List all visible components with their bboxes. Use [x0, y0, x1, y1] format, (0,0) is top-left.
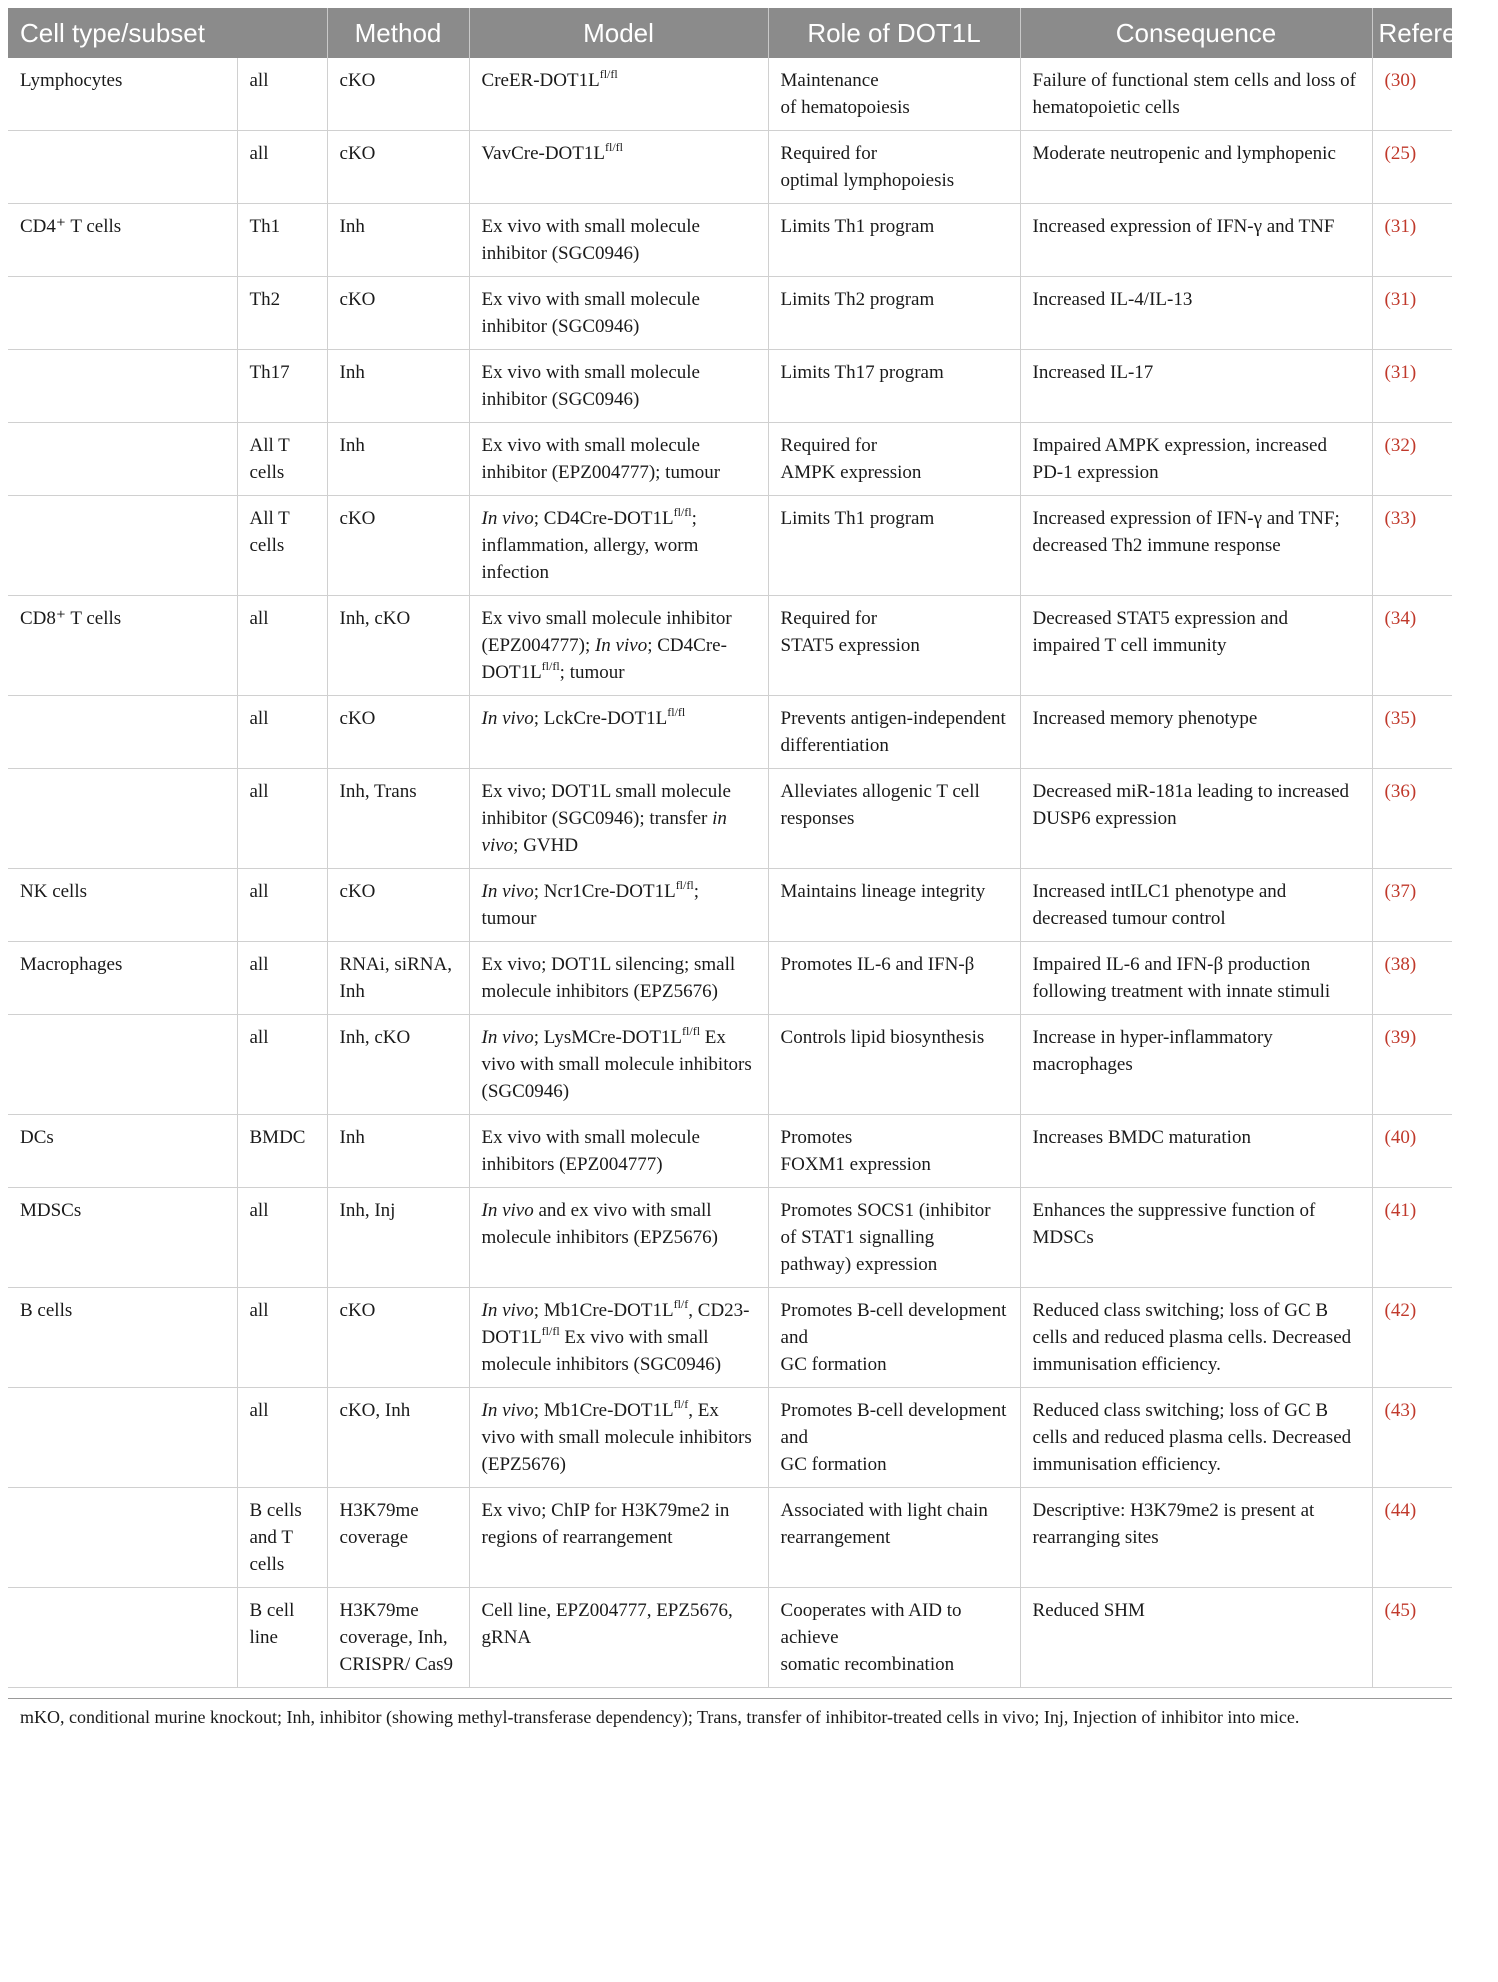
- table-row: [8, 1488, 1452, 1588]
- model-text: Ex vivo with small molecule inhibitors (SGC0946): [481, 1027, 752, 1102]
- reference-link[interactable]: 32: [1390, 435, 1410, 456]
- reference-wrapper: (30): [1384, 70, 1417, 91]
- consequence: Impaired IL-6 and IFN-β production following treatment with innate stimuli: [1020, 942, 1372, 1015]
- cell-type: NK cells: [8, 869, 237, 942]
- method: cKO: [327, 58, 469, 131]
- role-line: Required for: [780, 608, 878, 629]
- consequence: Moderate neutropenic and lymphopenic: [1020, 131, 1372, 204]
- method: cKO: [327, 869, 469, 942]
- reference: [1372, 696, 1452, 769]
- cell-type: Lymphocytes: [8, 58, 237, 131]
- table-row: [8, 1288, 1452, 1388]
- consequence: Increased intILC1 phenotype and decreased tumour control: [1020, 869, 1372, 942]
- role-line: AMPK expression: [780, 462, 922, 483]
- method: H3K79me coverage: [327, 1488, 469, 1588]
- model-text: ; Ncr1Cre-DOT1L: [533, 881, 676, 902]
- model-italic-text: In vivo: [481, 881, 534, 902]
- reference-wrapper: (43): [1384, 1400, 1417, 1421]
- reference-link[interactable]: 43: [1390, 1400, 1410, 1421]
- consequence: Impaired AMPK expression, increased PD-1 expression: [1020, 423, 1372, 496]
- table-row: [8, 769, 1452, 869]
- model-italic-text: In vivo: [594, 635, 648, 656]
- table-row: [8, 696, 1452, 769]
- model-text: Ex vivo with small molecule inhibitors (SGC0946): [481, 1327, 722, 1375]
- model-text: ; CD4Cre-DOT1L: [481, 635, 727, 683]
- reference: [1372, 596, 1452, 696]
- cell-type: [8, 277, 237, 350]
- consequence: Increased memory phenotype: [1020, 696, 1372, 769]
- model-text: CreER-DOT1L: [481, 70, 600, 91]
- cell-type: [8, 350, 237, 423]
- table-container: [8, 8, 1498, 1728]
- consequence: Increased IL-4/IL-13: [1020, 277, 1372, 350]
- method: cKO: [327, 1288, 469, 1388]
- reference-link[interactable]: 37: [1390, 881, 1410, 902]
- subset: all: [237, 942, 327, 1015]
- subset: all: [237, 58, 327, 131]
- reference: [1372, 277, 1452, 350]
- reference: [1372, 58, 1452, 131]
- model-superscript: fl/fl: [675, 878, 694, 892]
- consequence: Reduced SHM: [1020, 1588, 1372, 1688]
- role-line: Limits Th2 program: [780, 289, 935, 310]
- subset: all: [237, 596, 327, 696]
- reference: [1372, 869, 1452, 942]
- table-row: [8, 496, 1452, 596]
- reference-link[interactable]: 42: [1390, 1300, 1410, 1321]
- role-line: Alleviates allogenic T cell responses: [780, 781, 980, 829]
- cell-type: MDSCs: [8, 1188, 237, 1288]
- model-italic-text: In vivo: [481, 1200, 534, 1221]
- model-text: Ex vivo; DOT1L small molecule inhibitor (SGC0946); transfer: [481, 781, 731, 829]
- role: [768, 131, 1020, 204]
- role: [768, 596, 1020, 696]
- model-superscript: fl/fl: [673, 505, 692, 519]
- model-text: ; Mb1Cre-DOT1L: [533, 1300, 674, 1321]
- reference: [1372, 1015, 1452, 1115]
- reference-wrapper: (37): [1384, 881, 1417, 902]
- reference-link[interactable]: 36: [1390, 781, 1410, 802]
- header-model: Model: [469, 8, 768, 58]
- table-row: [8, 942, 1452, 1015]
- consequence: Decreased miR-181a leading to increased DUSP6 expression: [1020, 769, 1372, 869]
- subset: Th2: [237, 277, 327, 350]
- table-row: [8, 131, 1452, 204]
- cell-type: [8, 1015, 237, 1115]
- model-text: ; tumour: [481, 881, 699, 929]
- cell-type: [8, 769, 237, 869]
- model-text: ; LckCre-DOT1L: [533, 708, 668, 729]
- table-row: [8, 869, 1452, 942]
- cell-type: [8, 1488, 237, 1588]
- consequence: Increased expression of IFN-γ and TNF; decreased Th2 immune response: [1020, 496, 1372, 596]
- model-italic-text: In vivo: [481, 708, 534, 729]
- method: Inh, cKO: [327, 1015, 469, 1115]
- cell-type: [8, 696, 237, 769]
- subset: all: [237, 1288, 327, 1388]
- model-text: ; LysMCre-DOT1L: [533, 1027, 683, 1048]
- model-text: Ex vivo with small molecule inhibitor (SGC0946): [481, 216, 700, 264]
- model-superscript: fl/fl: [604, 140, 623, 154]
- role-line: of hematopoiesis: [780, 97, 910, 118]
- reference: [1372, 204, 1452, 277]
- reference-wrapper: (31): [1384, 362, 1417, 383]
- role-line: GC formation: [780, 1454, 887, 1475]
- role-line: Promotes: [780, 1127, 853, 1148]
- method: Inh: [327, 204, 469, 277]
- consequence: Decreased STAT5 expression and impaired T cell immunity: [1020, 596, 1372, 696]
- reference-link[interactable]: 35: [1390, 708, 1410, 729]
- reference: [1372, 1488, 1452, 1588]
- role: [768, 496, 1020, 596]
- model-text: ; inflammation, allergy, worm infection: [481, 508, 699, 583]
- header-method: Method: [327, 8, 469, 58]
- role: [768, 942, 1020, 1015]
- cell-type: CD8⁺ T cells: [8, 596, 237, 696]
- model: [469, 58, 768, 131]
- reference: [1372, 496, 1452, 596]
- table-row: [8, 1388, 1452, 1488]
- model-superscript: fl/fl: [599, 67, 618, 81]
- model: [469, 1288, 768, 1388]
- reference: [1372, 1288, 1452, 1388]
- subset: B cells and T cells: [237, 1488, 327, 1588]
- method: Inh: [327, 423, 469, 496]
- model: [469, 1015, 768, 1115]
- cell-type: [8, 496, 237, 596]
- subset: Th17: [237, 350, 327, 423]
- header-row: [8, 8, 1452, 58]
- method: Inh, Trans: [327, 769, 469, 869]
- cell-type: Macrophages: [8, 942, 237, 1015]
- table-footnote: mKO, conditional murine knockout; Inh, inhibitor (showing methyl-transferase dependency); Trans, transfer of inhibitor-treated cells in vivo; Inj, Injection of inhibitor into mice.: [8, 1698, 1452, 1728]
- model-text: VavCre-DOT1L: [481, 143, 605, 164]
- role: [768, 1388, 1020, 1488]
- cell-type: CD4⁺ T cells: [8, 204, 237, 277]
- method: Inh: [327, 350, 469, 423]
- subset: All T cells: [237, 496, 327, 596]
- method: RNAi, siRNA, Inh: [327, 942, 469, 1015]
- model: [469, 277, 768, 350]
- reference-wrapper: (45): [1384, 1600, 1417, 1621]
- model: [469, 869, 768, 942]
- model-text: , Ex vivo with small molecule inhibitors (EPZ5676): [481, 1400, 752, 1475]
- table-row: [8, 1015, 1452, 1115]
- method: cKO: [327, 696, 469, 769]
- reference: [1372, 1588, 1452, 1688]
- dot1l-table: [8, 8, 1498, 1688]
- role: [768, 277, 1020, 350]
- role-line: Limits Th17 program: [780, 362, 944, 383]
- cell-type: [8, 1388, 237, 1488]
- reference: [1372, 769, 1452, 869]
- model: [469, 204, 768, 277]
- reference: [1372, 423, 1452, 496]
- table-row: [8, 1188, 1452, 1288]
- table-row: [8, 58, 1452, 131]
- model: [469, 1115, 768, 1188]
- model-italic-text: In vivo: [481, 1027, 534, 1048]
- method: H3K79me coverage, Inh, CRISPR/ Cas9: [327, 1588, 469, 1688]
- role-line: Required for: [780, 143, 878, 164]
- role: [768, 1488, 1020, 1588]
- reference-link[interactable]: 31: [1390, 289, 1410, 310]
- model-text: Ex vivo with small molecule inhibitor (EPZ004777); tumour: [481, 435, 721, 483]
- consequence: Increased expression of IFN-γ and TNF: [1020, 204, 1372, 277]
- model-text: and ex vivo with small molecule inhibitors (EPZ5676): [481, 1200, 718, 1248]
- role-line: Controls lipid biosynthesis: [780, 1027, 985, 1048]
- role-line: Limits Th1 program: [780, 216, 935, 237]
- consequence: Enhances the suppressive function of MDSCs: [1020, 1188, 1372, 1288]
- reference-wrapper: (40): [1384, 1127, 1417, 1148]
- subset: all: [237, 131, 327, 204]
- cell-type: B cells: [8, 1288, 237, 1388]
- subset: all: [237, 1015, 327, 1115]
- table-row: [8, 204, 1452, 277]
- model: [469, 1588, 768, 1688]
- reference: [1372, 131, 1452, 204]
- model: [469, 1388, 768, 1488]
- header-consequence: Consequence: [1020, 8, 1372, 58]
- cell-type: [8, 131, 237, 204]
- table-row: [8, 277, 1452, 350]
- subset: BMDC: [237, 1115, 327, 1188]
- reference: [1372, 942, 1452, 1015]
- table-body: [8, 58, 1452, 1688]
- subset: all: [237, 696, 327, 769]
- reference-wrapper: (32): [1384, 435, 1417, 456]
- reference-wrapper: (44): [1384, 1500, 1417, 1521]
- header-reference: Reference: [1372, 8, 1452, 58]
- method: Inh, cKO: [327, 596, 469, 696]
- table-row: [8, 596, 1452, 696]
- model-text: ; GVHD: [513, 835, 579, 856]
- reference-wrapper: (36): [1384, 781, 1417, 802]
- method: cKO, Inh: [327, 1388, 469, 1488]
- role: [768, 869, 1020, 942]
- model-superscript: fl/fl: [541, 1324, 560, 1338]
- role-line: GC formation: [780, 1354, 887, 1375]
- consequence: Descriptive: H3K79me2 is present at rearranging sites: [1020, 1488, 1372, 1588]
- model: [469, 131, 768, 204]
- reference-wrapper: (41): [1384, 1200, 1417, 1221]
- model-text: Cell line, EPZ004777, EPZ5676, gRNA: [481, 1600, 733, 1648]
- role-line: pathway) expression: [780, 1254, 938, 1275]
- model: [469, 423, 768, 496]
- role: [768, 423, 1020, 496]
- reference-wrapper: (31): [1384, 289, 1417, 310]
- reference-link[interactable]: 39: [1390, 1027, 1410, 1048]
- reference-wrapper: (34): [1384, 608, 1417, 629]
- model: [469, 496, 768, 596]
- role-line: Prevents antigen-independent differentiation: [780, 708, 1006, 756]
- model: [469, 1188, 768, 1288]
- reference-link[interactable]: 38: [1390, 954, 1410, 975]
- model: [469, 596, 768, 696]
- model-superscript: fl/fl: [682, 1024, 701, 1038]
- reference: [1372, 1388, 1452, 1488]
- role: [768, 1015, 1020, 1115]
- role: [768, 58, 1020, 131]
- role-line: Promotes B-cell development and: [780, 1300, 1007, 1348]
- model-superscript: fl/f: [673, 1397, 689, 1411]
- reference: [1372, 1115, 1452, 1188]
- model-superscript: fl/fl: [541, 659, 560, 673]
- table-row: [8, 350, 1452, 423]
- role-line: FOXM1 expression: [780, 1154, 931, 1175]
- reference-link[interactable]: 34: [1390, 608, 1410, 629]
- reference-wrapper: (33): [1384, 508, 1417, 529]
- table-row: [8, 1115, 1452, 1188]
- method: cKO: [327, 496, 469, 596]
- reference: [1372, 350, 1452, 423]
- role-line: Maintenance: [780, 70, 879, 91]
- subset: All T cells: [237, 423, 327, 496]
- reference-link[interactable]: 25: [1390, 143, 1410, 164]
- role-line: Promotes IL-6 and IFN-β: [780, 954, 975, 975]
- subset: B cell line: [237, 1588, 327, 1688]
- model-italic-text: In vivo: [481, 508, 534, 529]
- header-cell-type: Cell type/subset: [8, 8, 327, 58]
- model: [469, 942, 768, 1015]
- role-line: somatic recombination: [780, 1654, 955, 1675]
- reference-wrapper: (38): [1384, 954, 1417, 975]
- role-line: Promotes SOCS1 (inhibitor of STAT1 signalling: [780, 1200, 991, 1248]
- reference-wrapper: (42): [1384, 1300, 1417, 1321]
- role-line: Associated with light chain rearrangement: [780, 1500, 988, 1548]
- model-text: Ex vivo with small molecule inhibitors (EPZ004777): [481, 1127, 700, 1175]
- consequence: Increased IL-17: [1020, 350, 1372, 423]
- model-text: Ex vivo small molecule inhibitor (EPZ004777);: [481, 608, 732, 656]
- subset: all: [237, 1388, 327, 1488]
- table-row: [8, 1588, 1452, 1688]
- consequence: Failure of functional stem cells and loss of hematopoietic cells: [1020, 58, 1372, 131]
- consequence: Increases BMDC maturation: [1020, 1115, 1372, 1188]
- model-italic-text: In vivo: [481, 1300, 534, 1321]
- cell-type: DCs: [8, 1115, 237, 1188]
- model-text: , CD23-DOT1L: [481, 1300, 750, 1348]
- model-text: ; tumour: [559, 662, 625, 683]
- reference-link[interactable]: 41: [1390, 1200, 1410, 1221]
- model-text: Ex vivo with small molecule inhibitor (SGC0946): [481, 289, 700, 337]
- reference-link[interactable]: 30: [1390, 70, 1410, 91]
- consequence: Increase in hyper-inflammatory macrophages: [1020, 1015, 1372, 1115]
- model-superscript: fl/f: [673, 1297, 689, 1311]
- role: [768, 696, 1020, 769]
- model-text: Ex vivo; ChIP for H3K79me2 in regions of rearrangement: [481, 1500, 730, 1548]
- model-text: ; CD4Cre-DOT1L: [533, 508, 674, 529]
- cell-type: [8, 423, 237, 496]
- role-line: Maintains lineage integrity: [780, 881, 986, 902]
- role: [768, 769, 1020, 869]
- role: [768, 1188, 1020, 1288]
- consequence: Reduced class switching; loss of GC B cells and reduced plasma cells. Decreased immunisation efficiency.: [1020, 1288, 1372, 1388]
- model-superscript: fl/fl: [667, 705, 686, 719]
- subset: all: [237, 1188, 327, 1288]
- reference-link[interactable]: 33: [1390, 508, 1410, 529]
- role-line: optimal lymphopoiesis: [780, 170, 955, 191]
- subset: all: [237, 869, 327, 942]
- reference-link[interactable]: 44: [1390, 1500, 1410, 1521]
- role-line: Cooperates with AID to achieve: [780, 1600, 962, 1648]
- reference-wrapper: (39): [1384, 1027, 1417, 1048]
- consequence: Reduced class switching; loss of GC B cells and reduced plasma cells. Decreased immunisation efficiency.: [1020, 1388, 1372, 1488]
- method: cKO: [327, 277, 469, 350]
- role: [768, 350, 1020, 423]
- subset: Th1: [237, 204, 327, 277]
- role-line: Required for: [780, 435, 878, 456]
- reference-wrapper: (31): [1384, 216, 1417, 237]
- model-italic-text: in vivo: [481, 808, 727, 856]
- model: [469, 696, 768, 769]
- role: [768, 1288, 1020, 1388]
- role-line: Promotes B-cell development and: [780, 1400, 1007, 1448]
- model: [469, 1488, 768, 1588]
- reference-link[interactable]: 31: [1390, 216, 1410, 237]
- model-text: ; Mb1Cre-DOT1L: [533, 1400, 674, 1421]
- method: Inh, Inj: [327, 1188, 469, 1288]
- role-line: STAT5 expression: [780, 635, 920, 656]
- model-text: Ex vivo; DOT1L silencing; small molecule inhibitors (EPZ5676): [481, 954, 736, 1002]
- table-row: [8, 423, 1452, 496]
- model: [469, 769, 768, 869]
- role: [768, 1115, 1020, 1188]
- reference-link[interactable]: 45: [1390, 1600, 1410, 1621]
- role: [768, 204, 1020, 277]
- cell-type: [8, 1588, 237, 1688]
- reference-wrapper: (25): [1384, 143, 1417, 164]
- reference-link[interactable]: 31: [1390, 362, 1410, 383]
- subset: all: [237, 769, 327, 869]
- role: [768, 1588, 1020, 1688]
- model: [469, 350, 768, 423]
- method: Inh: [327, 1115, 469, 1188]
- model-italic-text: In vivo: [481, 1400, 534, 1421]
- model-text: Ex vivo with small molecule inhibitor (SGC0946): [481, 362, 700, 410]
- reference-link[interactable]: 40: [1390, 1127, 1410, 1148]
- reference: [1372, 1188, 1452, 1288]
- method: cKO: [327, 131, 469, 204]
- header-role: Role of DOT1L: [768, 8, 1020, 58]
- role-line: Limits Th1 program: [780, 508, 935, 529]
- reference-wrapper: (35): [1384, 708, 1417, 729]
